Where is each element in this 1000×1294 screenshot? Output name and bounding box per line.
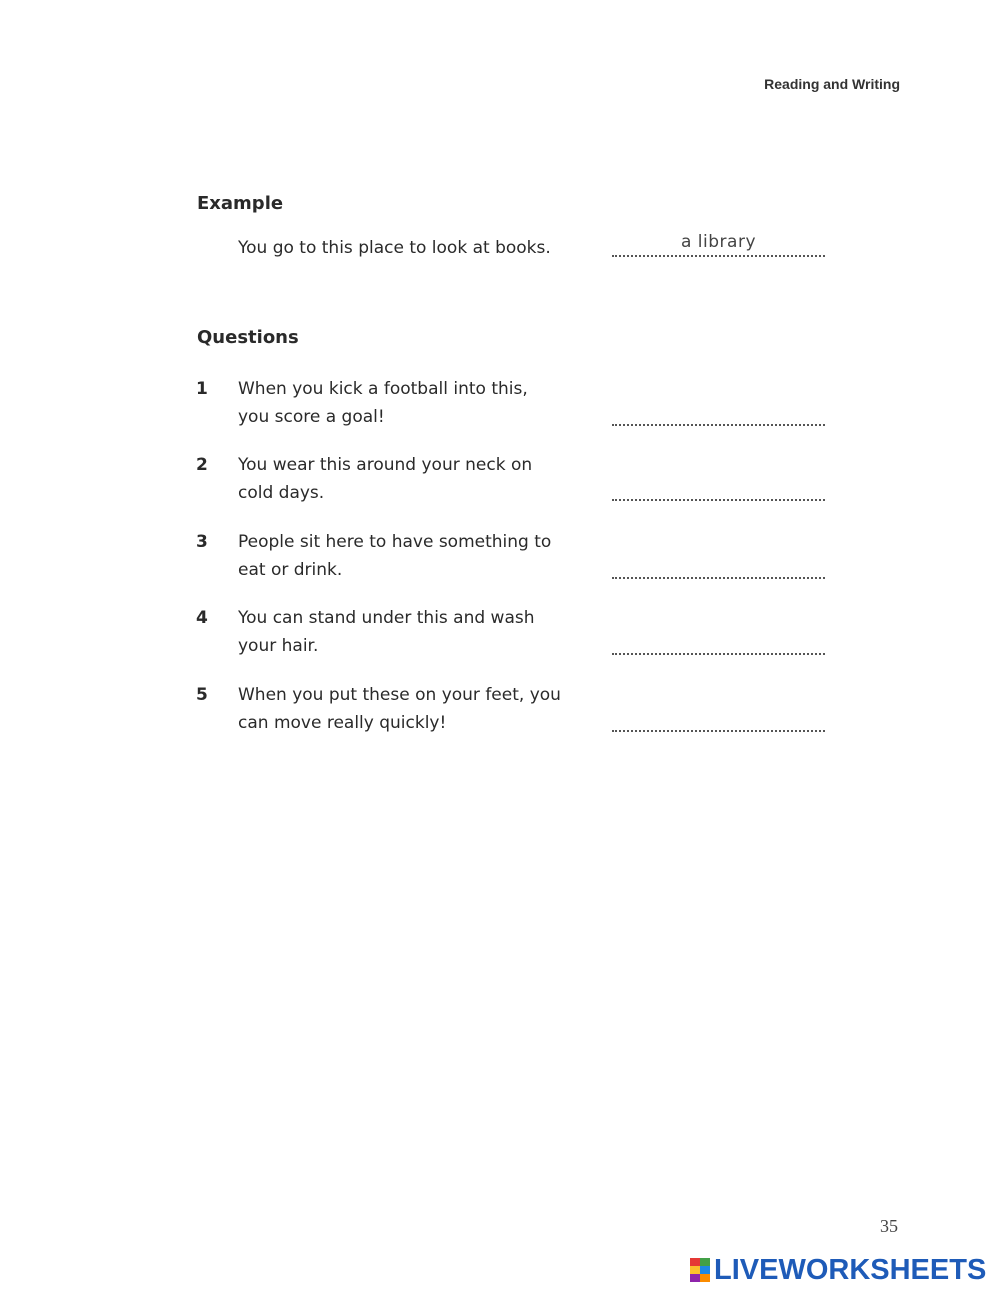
example-answer: a library [680,232,756,252]
page-number: 35 [880,1216,898,1236]
question-line: can move really quickly! [238,713,447,733]
answer-input-4[interactable] [612,627,825,655]
liveworksheets-brand [690,1254,986,1286]
answer-line-3 [612,577,825,579]
question-text [238,375,578,431]
question-line: your hair. [238,636,319,656]
question-line: You wear this around your neck on [238,455,533,475]
question-text [238,681,578,737]
question-number: 2 [196,455,208,475]
answer-line-5 [612,730,825,732]
question-line: eat or drink. [238,560,343,580]
question-text [238,451,578,507]
liveworksheets-logo-icon [690,1258,710,1282]
question-line: When you kick a football into this, [238,379,528,399]
question-line: cold days. [238,483,325,503]
answer-input-5[interactable] [612,704,825,732]
answer-input-2[interactable] [612,473,825,501]
answer-line-4 [612,653,825,655]
page-header-section-label: Reading and Writing [764,76,900,92]
question-line: People sit here to have something to [238,532,552,552]
question-line: When you put these on your feet, you [238,685,561,705]
question-number: 5 [196,685,208,705]
question-line: You can stand under this and wash [238,608,535,628]
question-text [238,604,578,660]
example-answer-line [612,255,825,257]
example-title: Example [197,193,284,214]
question-number: 3 [196,532,208,552]
question-text [238,528,578,584]
question-number: 1 [196,379,208,399]
answer-input-1[interactable] [612,398,825,426]
question-number: 4 [196,608,208,628]
answer-input-3[interactable] [612,551,825,579]
answer-line-2 [612,499,825,501]
questions-title: Questions [197,327,299,348]
question-line: you score a goal! [238,407,385,427]
brand-text: LIVEWORKSHEETS [714,1253,987,1286]
answer-line-1 [612,424,825,426]
example-prompt: You go to this place to look at books. [238,238,551,258]
